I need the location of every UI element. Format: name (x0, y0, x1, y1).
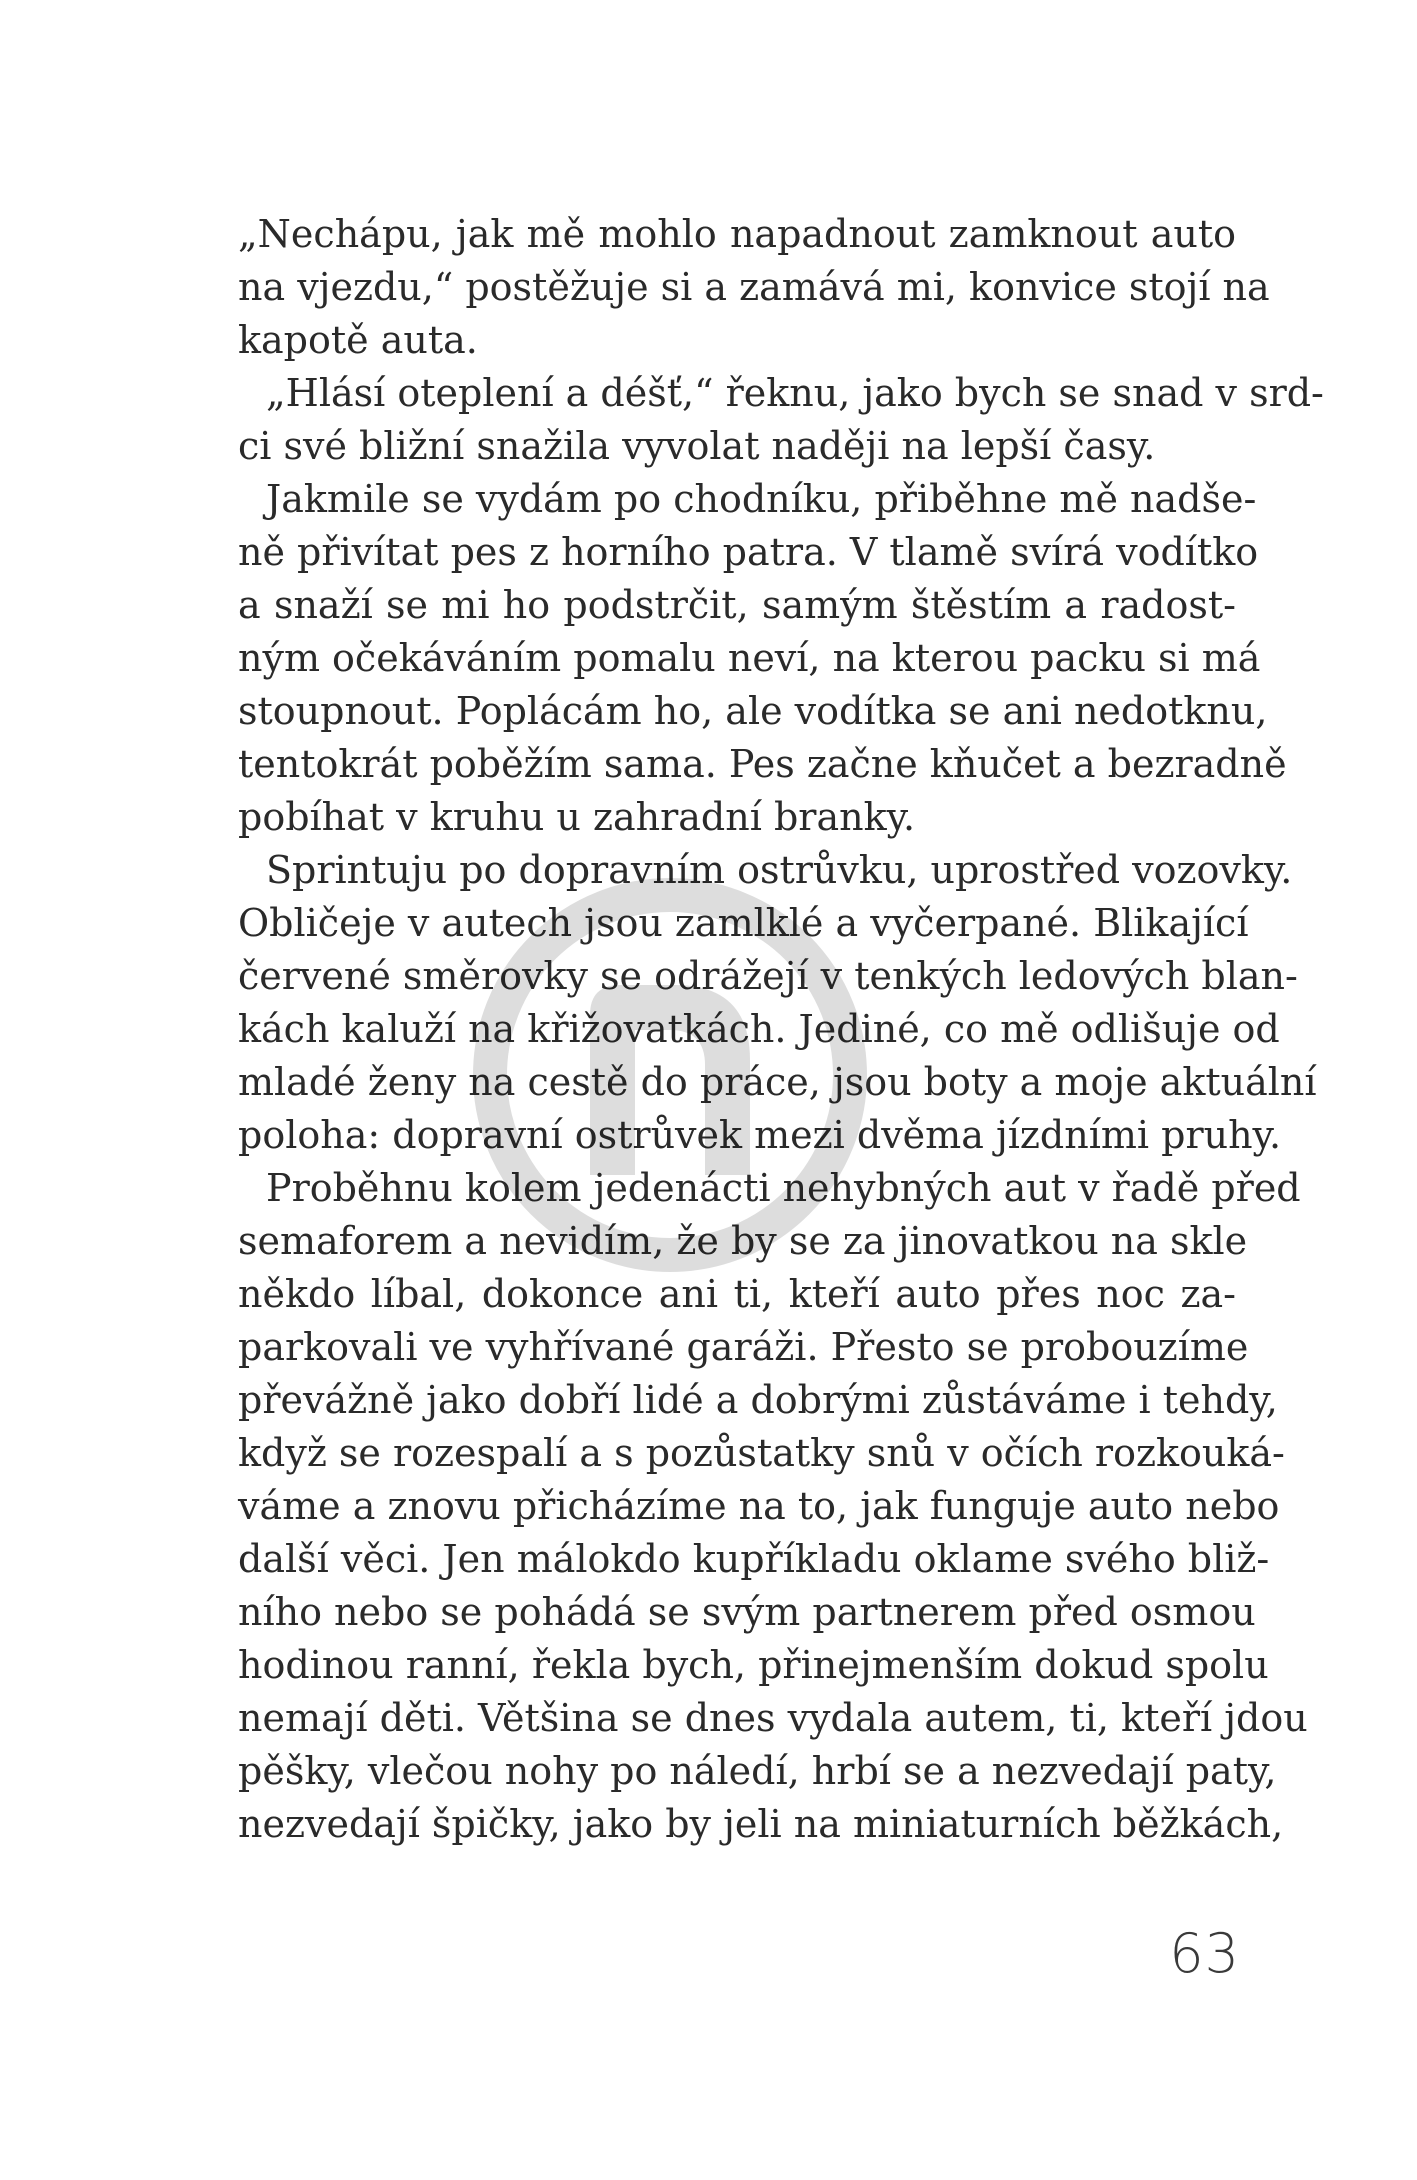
text-line: ně přivítat pes z horního patra. V tlamě svírá vodítko (238, 530, 1259, 574)
body-text (238, 208, 1324, 1851)
paragraph (238, 208, 1270, 367)
text-line: ního nebo se pohádá se svým partnerem před osmou (238, 1590, 1256, 1634)
text-line: váme a znovu přicházíme na to, jak funguje auto nebo (238, 1484, 1280, 1528)
text-line: poloha: dopravní ostrůvek mezi dvěma jízdními pruhy. (238, 1113, 1282, 1157)
text-line: nezvedají špičky, jako by jeli na miniaturních běžkách, (238, 1802, 1284, 1846)
text-line: někdo líbal, dokonce ani ti, kteří auto přes noc za- (238, 1272, 1236, 1316)
page-number: 63 (1169, 1922, 1240, 1985)
paragraph (238, 367, 1324, 473)
text-line: mladé ženy na cestě do práce, jsou boty a moje aktuální (238, 1060, 1317, 1104)
text-line: parkovali ve vyhřívané garáži. Přesto se probouzíme (238, 1325, 1249, 1369)
text-line: ným očekáváním pomalu neví, na kterou packu si má (238, 636, 1261, 680)
text-line: další věci. Jen málokdo kupříkladu oklame svého bliž- (238, 1537, 1270, 1581)
text-line: tentokrát poběžím sama. Pes začne kňučet a bezradně (238, 742, 1287, 786)
text-line: když se rozespalí a s pozůstatky snů v očích rozkouká- (238, 1431, 1285, 1475)
text-line: Obličeje v autech jsou zamlklé a vyčerpané. Blikající (238, 901, 1249, 945)
text-line: a snaží se mi ho podstrčit, samým štěstím a radost- (238, 583, 1236, 627)
text-line: „Nechápu, jak mě mohlo napadnout zamknout auto (238, 212, 1236, 256)
text-line: Jakmile se vydám po chodníku, přiběhne mě nadše- (266, 477, 1257, 521)
text-line: stoupnout. Poplácám ho, ale vodítka se ani nedotknu, (238, 689, 1268, 733)
text-line: Sprintuju po dopravním ostrůvku, uprostřed vozovky. (266, 848, 1293, 892)
text-line: hodinou ranní, řekla bych, přinejmenším dokud spolu (238, 1643, 1269, 1687)
paragraph (238, 844, 1317, 1162)
text-line: pobíhat v kruhu u zahradní branky. (238, 795, 916, 839)
paragraph (238, 473, 1287, 844)
text-line: pěšky, vlečou nohy po náledí, hrbí se a nezvedají paty, (238, 1749, 1277, 1793)
text-line: převážně jako dobří lidé a dobrými zůstáváme i tehdy, (238, 1378, 1278, 1422)
text-line: kapotě auta. (238, 318, 478, 362)
text-line: „Hlásí oteplení a déšť,“ řeknu, jako bych se snad v srd- (266, 371, 1324, 415)
text-line: kách kaluží na křižovatkách. Jediné, co mě odlišuje od (238, 1007, 1280, 1051)
text-line: Proběhnu kolem jedenácti nehybných aut v řadě před (266, 1166, 1301, 1210)
text-line: nemají děti. Většina se dnes vydala autem, ti, kteří jdou (238, 1696, 1308, 1740)
text-line: ci své bližní snažila vyvolat naději na lepší časy. (238, 424, 1156, 468)
text-line: na vjezdu,“ postěžuje si a zamává mi, konvice stojí na (238, 265, 1270, 309)
text-line: červené směrovky se odrážejí v tenkých ledových blan- (238, 954, 1298, 998)
paragraph (238, 1162, 1308, 1851)
text-line: semaforem a nevidím, že by se za jinovatkou na skle (238, 1219, 1248, 1263)
